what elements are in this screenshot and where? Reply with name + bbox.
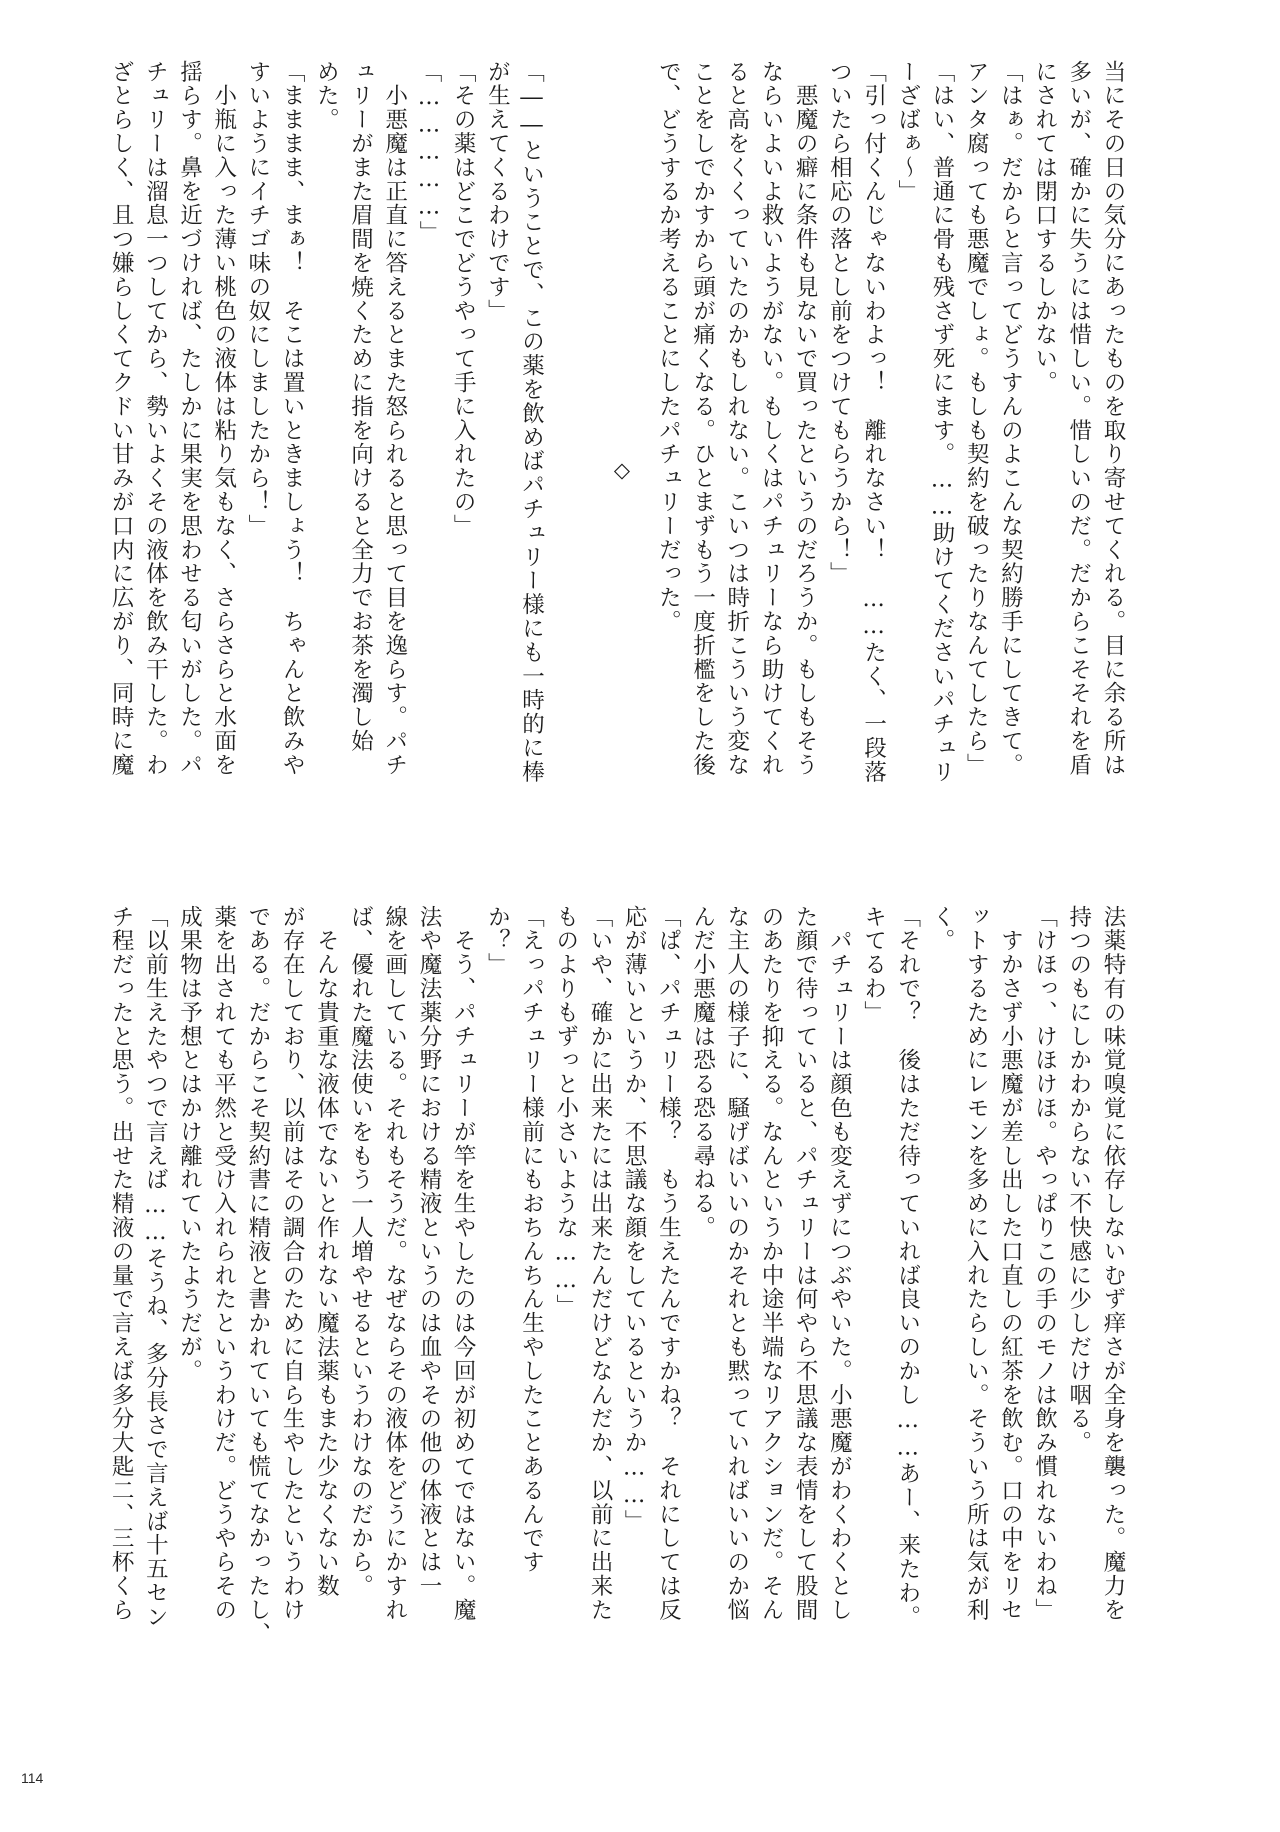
text-line: すかさず小悪魔が差し出した口直しの紅茶を飲む。口の中をリセ [997, 905, 1024, 1622]
text-line: めた。 [313, 60, 340, 132]
text-line: く。 [928, 905, 955, 953]
text-line: 「えっパチュリー様前にもおちんちん生やしたことあるんです [518, 905, 545, 1575]
text-line: が生えてくるわけです」 [484, 60, 511, 323]
text-line: 「ぱ、パチュリー様？ もう生えたんですかね？ それにしては反 [655, 905, 682, 1622]
text-line: ざとらしく、且つ嫌らしくてクドい甘みが口内に広がり、同時に魔 [108, 60, 135, 777]
text-line: か？」 [484, 905, 511, 977]
text-line: ならいよいよ救いようがない。もしくはパチュリーなら助けてくれ [757, 60, 784, 777]
text-line: すいようにイチゴ味の奴にしましたから！」 [244, 60, 271, 538]
text-line: パチュリーは顔色も変えずにつぶやいた。小悪魔がわくわくとし [826, 905, 853, 1622]
text-line: 悪魔の癖に条件も見ないで買ったというのだろうか。もしもそう [792, 60, 819, 777]
text-line: ると高をくくっていたのかもしれない。こいつは時折こういう変な [723, 60, 750, 777]
text-line: 「はい、普通に骨も残さず死にます。……助けてくださいパチュリ [928, 60, 955, 784]
text-line: チ程だったと思う。出せた精液の量で言えば多分大匙二、三杯くら [108, 905, 135, 1622]
text-line [549, 60, 583, 870]
text-line: ことをしでかすから頭が痛くなる。ひとまずもう一度折檻をした後 [689, 60, 716, 777]
text-line: 「引っ付くんじゃないわよっ！ 離れなさい！ ……たく、一段落 [860, 60, 887, 784]
text-line: 応が薄いというか、不思議な顔をしているというか……」 [621, 905, 648, 1534]
text-line: ものよりもずっと小さいような……」 [552, 905, 579, 1319]
text-line: 持つのもにしかわからない不快感に少しだけ咽る。 [1065, 905, 1092, 1455]
text-line: 当にその日の気分にあったものを取り寄せてくれる。目に余る所は [1100, 60, 1126, 777]
text-line: そんな貴重な液体でないと作れない魔法薬もまた少なくない数 [313, 905, 340, 1599]
section-divider-diamond: ◇ [613, 458, 631, 482]
text-line: 「いや、確かに出来たには出来たんだけどなんだか、以前に出来た [586, 905, 613, 1622]
text-line: 「けほっ、けほけほ。やっぱりこの手のモノは飲み慣れないわね」 [1031, 905, 1058, 1622]
text-line: 法薬特有の味覚嗅覚に依存しないむず痒さが全身を襲った。魔力を [1100, 905, 1126, 1622]
text-line: 線を画している。それもそうだ。なぜならその液体をどうにかすれ [381, 905, 408, 1622]
text-line: 成果物は予想とはかけ離れていたようだが。 [176, 905, 203, 1383]
text-line: 「それで？ 後はただ待っていれば良いのかし……あー、来たわ。 [894, 905, 921, 1629]
text-line: ーざばぁ～」 [894, 60, 921, 204]
text-line: 小悪魔は正直に答えるとまた怒られると思って目を逸らす。パチ [381, 60, 408, 777]
text-line: 小瓶に入った薄い桃色の液体は粘り気もなく、さらさらと水面を [210, 60, 237, 777]
text-line: 「まままま、まぁ！ そこは置いときましょう！ ちゃんと飲みや [279, 60, 306, 777]
text-line: ュリーがまた眉間を焼くために指を向けると全力でお茶を濁し始 [347, 60, 374, 754]
text-line: んだ小悪魔は恐る恐る尋ねる。 [689, 905, 716, 1240]
text-line: な主人の様子に、騒げばいいのかそれとも黙っていればいいのか悩 [723, 905, 750, 1622]
text-line: 「――ということで、この薬を飲めばパチュリー様にも一時的に棒 [518, 60, 545, 784]
text-line: チュリーは溜息一つしてから、勢いよくその液体を飲み干した。わ [142, 60, 169, 777]
page-number: 114 [21, 1770, 44, 1786]
text-line: そう、パチュリーが竿を生やしたのは今回が初めてではない。魔 [450, 905, 477, 1622]
text-line: アンタ腐っても悪魔でしょ。もしも契約を破ったりなんてしたら」 [963, 60, 990, 777]
text-line: ば、優れた魔法使いをもう一人増やせるというわけなのだから。 [347, 905, 374, 1599]
text-line: 「……………」 [415, 60, 442, 245]
text-line: 揺らす。鼻を近づければ、たしかに果実を思わせる匂いがした。パ [176, 60, 203, 777]
text-line: にされては閉口するしかない。 [1031, 60, 1058, 395]
text-line: 「はぁ。だからと言ってどうすんのよこんな契約勝手にしてきて。 [997, 60, 1024, 777]
text-line: 多いが、確かに失うには惜しい。惜しいのだ。だからこそそれを盾 [1065, 60, 1092, 777]
text-line: 薬を出されても平然と受け入れられたというわけだ。どうやらその [210, 905, 237, 1622]
text-line: 「以前生えたやつで言えば……そうね、多分長さで言えば十五セン [142, 905, 169, 1629]
text-line: 「その薬はどこでどうやって手に入れたの」 [450, 60, 477, 538]
text-line: で、どうするか考えることにしたパチュリーだった。 [655, 60, 682, 634]
text-line: ついたら相応の落とし前をつけてもらうから！」 [826, 60, 853, 586]
text-line: た顔で待っていると、パチュリーは何やら不思議な表情をして股間 [792, 905, 819, 1622]
text-line: である。だからこそ契約書に精液と書かれていても慌てなかったし、 [244, 905, 271, 1646]
text-line: 法や魔法薬分野における精液というのは血やその他の体液とは一 [415, 905, 442, 1599]
text-line: キてるわ」 [860, 905, 887, 1025]
text-line: が存在しており、以前はその調合のために自ら生やしたというわけ [279, 905, 306, 1622]
text-line: のあたりを抑える。なんというか中途半端なリアクションだ。そん [757, 905, 784, 1622]
lower-text-block [108, 905, 1130, 1765]
text-line: ットするためにレモンを多めに入れたらしい。そういう所は気が利 [963, 905, 990, 1622]
